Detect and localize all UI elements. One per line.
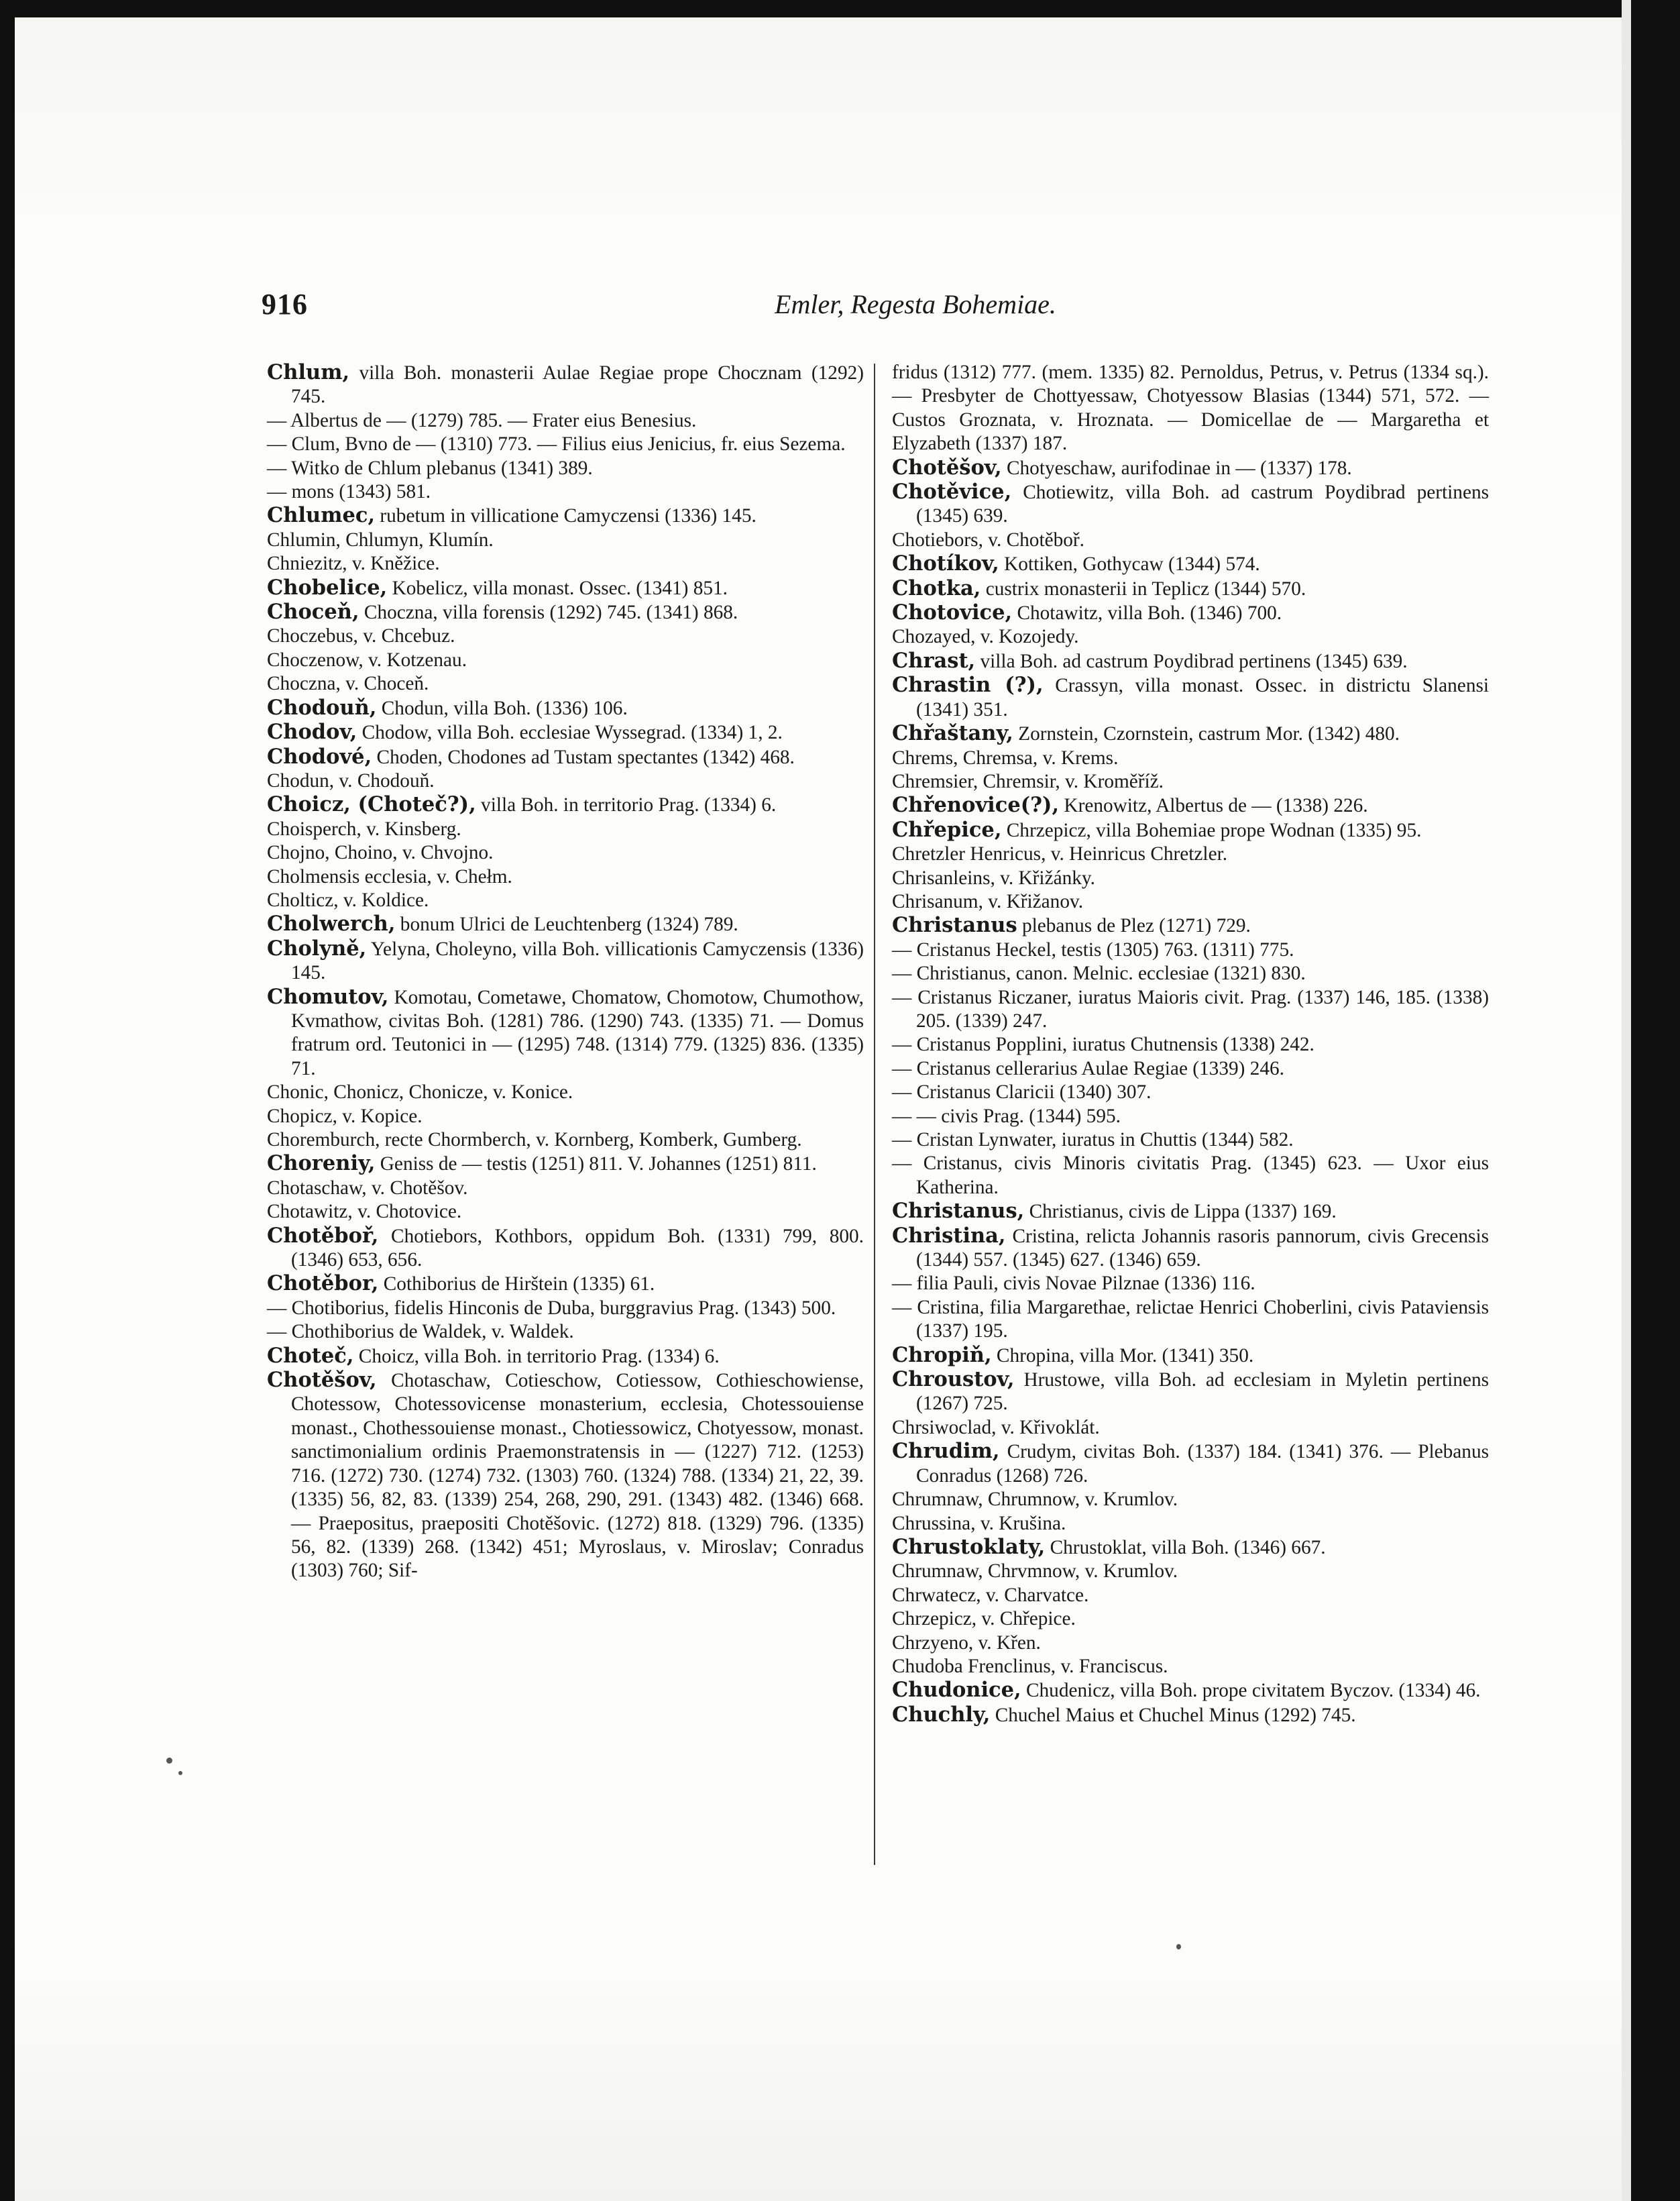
entry-text: — filia Pauli, civis Novae Pilznae (1336) 116. (892, 1273, 1255, 1295)
entry-headword: Choceň, (267, 600, 359, 625)
entry-text: — Cristanus cellerarius Aulae Regiae (1339) 246. (892, 1057, 1284, 1079)
index-entry (267, 696, 864, 720)
entry-headword: Chlum, (267, 360, 350, 384)
index-entry (267, 865, 864, 889)
index-entry (892, 986, 1489, 1034)
entry-text: Chuchel Maius et Chuchel Minus (1292) 745. (990, 1704, 1356, 1726)
entry-text: Chrussina, v. Krušina. (892, 1512, 1066, 1534)
index-entry (267, 769, 864, 793)
entry-text: — Chothiborius de Waldek, v. Waldek. (267, 1321, 574, 1343)
entry-text: Crudym, civitas Boh. (1337) 184. (1341) 376. — Plebanus Conradus (1268) 726. (916, 1441, 1489, 1487)
index-entry (267, 552, 864, 576)
entry-text: Chlumin, Chlumyn, Klumín. (267, 529, 494, 551)
index-entry (892, 1440, 1489, 1488)
entry-text: Chonic, Chonicz, Chonicze, v. Konice. (267, 1081, 573, 1104)
index-entry (892, 361, 1489, 456)
entry-text: Choisperch, v. Kinsberg. (267, 818, 461, 840)
index-entry (892, 1081, 1489, 1104)
entry-text: — Clum, Bvno de — (1310) 773. — Filius eius Jenicius, fr. eius Sezema. (267, 433, 846, 455)
index-entry (892, 962, 1489, 985)
left-column (267, 361, 864, 1583)
index-entry (892, 722, 1489, 746)
index-entry (892, 1224, 1489, 1273)
entry-text: Chrustoklat, villa Boh. (1346) 667. (1045, 1536, 1326, 1558)
right-column (892, 361, 1489, 1727)
entry-text: fridus (1312) 777. (mem. 1335) 82. Pernoldus, Petrus, v. Petrus (1334 sq.). — Presbyter de Chottyessaw, Chotyessow Blasias (1344) 571, 572. — Custos Groznata, v. Hroznata. — Domicellae de — Margaretha et Elyzabeth (1337) 187. (892, 362, 1489, 455)
index-entry (267, 625, 864, 648)
scan-border-left (0, 0, 15, 2201)
index-entry (892, 1057, 1489, 1081)
entry-headword: Chotíkov, (892, 551, 999, 576)
index-entry (267, 1344, 864, 1368)
entry-text: villa Boh. monasterii Aulae Regiae prope Chocznam (1292) 745. (291, 362, 864, 408)
entry-headword: Chotěboř, (267, 1223, 379, 1248)
running-title: Emler, Regesta Bohemiae. (775, 289, 1056, 319)
entry-text: Chrsiwoclad, v. Křivoklát. (892, 1416, 1100, 1438)
index-entry (892, 625, 1489, 649)
index-entry (892, 1584, 1489, 1607)
entry-text: Choden, Chodones ad Tustam spectantes (1342) 468. (372, 746, 795, 768)
scan-speck (178, 1771, 182, 1775)
entry-text: plebanus de Plez (1271) 729. (1017, 915, 1251, 937)
index-entry (892, 1296, 1489, 1344)
entry-text: Zornstein, Czornstein, castrum Mor. (1342) 480. (1013, 723, 1400, 745)
entry-headword: Chotka, (892, 576, 981, 600)
entry-headword: Chrustoklaty, (892, 1534, 1046, 1559)
index-entry (267, 1177, 864, 1200)
entry-text: rubetum in villicatione Camyczensi (1336) 145. (375, 505, 757, 527)
index-entry (267, 1297, 864, 1320)
index-entry (267, 1272, 864, 1296)
entry-headword: Chudonice, (892, 1678, 1021, 1703)
index-entry (267, 1200, 864, 1224)
entry-headword: Choicz, (Choteč?), (267, 792, 476, 817)
entry-text: Chrzyeno, v. Křen. (892, 1631, 1041, 1654)
index-entry (267, 1320, 864, 1344)
index-entry (267, 912, 864, 936)
entry-text: villa Boh. ad castrum Poydibrad pertinens (1345) 639. (975, 650, 1408, 672)
entry-text: Chotiewitz, villa Boh. ad castrum Poydibrad pertinens (1345) 639. (916, 482, 1489, 527)
index-entry (892, 867, 1489, 890)
index-entry (267, 1081, 864, 1104)
index-entry (892, 480, 1489, 529)
index-entry (892, 770, 1489, 794)
entry-text: Choicz, villa Boh. in territorio Prag. (1334) 6. (353, 1345, 720, 1367)
entry-headword: Chotěšov, (892, 455, 1002, 480)
entry-headword: Chřenovice(?), (892, 793, 1060, 818)
index-entry (267, 720, 864, 745)
entry-text: Choczebus, v. Chcebuz. (267, 625, 455, 647)
index-entry (267, 504, 864, 528)
entry-headword: Chropiň, (892, 1342, 992, 1367)
entry-text: Chrumnaw, Chrvmnow, v. Krumlov. (892, 1560, 1178, 1582)
index-entry (892, 1152, 1489, 1199)
entry-text: Chretzler Henricus, v. Heinricus Chretzler. (892, 843, 1228, 865)
entry-text: Choczna, v. Choceň. (267, 673, 429, 695)
entry-text: — Witko de Chlum plebanus (1341) 389. (267, 457, 593, 479)
entry-text: — Cristanus Claricii (1340) 307. (892, 1081, 1152, 1104)
index-entry (892, 843, 1489, 866)
entry-text: Krenowitz, Albertus de — (1338) 226. (1059, 795, 1368, 817)
index-entry (267, 937, 864, 985)
entry-text: Chotawitz, v. Chotovice. (267, 1201, 462, 1223)
index-entry (892, 1536, 1489, 1560)
entry-headword: Chotěbor, (267, 1271, 379, 1296)
entry-text: — Christianus, canon. Melnic. ecclesiae (1321) 830. (892, 963, 1306, 985)
entry-text: Choremburch, recte Chormberch, v. Kornberg, Komberk, Gumberg. (267, 1129, 802, 1150)
entry-text: Chniezitz, v. Kněžice. (267, 553, 440, 575)
index-entry (267, 793, 864, 817)
index-entry (267, 1152, 864, 1176)
entry-text: — — civis Prag. (1344) 595. (892, 1105, 1121, 1127)
entry-headword: Christanus, (892, 1199, 1025, 1224)
entry-text: Choczna, villa forensis (1292) 745. (1341) 868. (359, 602, 738, 624)
entry-headword: Choteč, (267, 1343, 354, 1368)
entry-text: Chotawitz, villa Boh. (1346) 700. (1012, 602, 1282, 625)
index-entry (892, 1368, 1489, 1416)
index-entry (892, 890, 1489, 914)
index-entry (892, 938, 1489, 962)
entry-text: Chotyeschaw, aurifodinae in — (1337) 178. (1001, 457, 1352, 479)
entry-text: Cholticz, v. Koldice. (267, 889, 429, 911)
entry-text: Komotau, Cometawe, Chomatow, Chomotow, Chumothow, Kvmathow, civitas Boh. (1281) 786. (1290) 743. (1335) 71. — Domus fratrum ord. Teutonici in — (1295) 748. (1314) 779. (1325) 836. (1335) 71. (291, 986, 864, 1079)
entry-headword: Chotěvice, (892, 480, 1012, 504)
entry-headword: Chřepice, (892, 817, 1002, 842)
index-entry (267, 818, 864, 841)
entry-text: Chotiebors, v. Chotěboř. (892, 529, 1084, 551)
entry-text: Chrzepicz, villa Bohemiae prope Wodnan (1335) 95. (1001, 819, 1422, 841)
entry-text: Chrumnaw, Chrumnow, v. Krumlov. (892, 1489, 1178, 1511)
entry-text: Chropina, villa Mor. (1341) 350. (991, 1344, 1254, 1366)
entry-text: Chojno, Choino, v. Chvojno. (267, 842, 494, 864)
entry-text: Chotaschaw, Cotieschow, Cotiessow, Cothieschowiense, Chotessow, Chotessovicense monasterium, ecclesia, Chotessouiense monast., Chothessouiense monast., Chotiessowicz, Chotyessow, monast. sanctimonialium ordinis Praemonstratensis in — (1227) 712. (1253) 716. (1272) 730. (1274) 732. (1303) 760. (1324) 788. (1334) 21, 22, 39. (1335) 56, 82, 83. (1339) 254, 268, 290, 291. (1343) 482. (1346) 668. — Praepositus, praepositi Chotěšovic. (1272) 818. (1329) 796. (1335) 56, 82. (1339) 268. (1342) 451; Myroslaus, v. Miroslav; Conradus (1303) 760; Sif- (291, 1370, 864, 1582)
index-entry (892, 601, 1489, 625)
entry-text: Yelyna, Choleyno, villa Boh. villicationis Camyczensis (1336) 145. (291, 938, 864, 984)
index-entry (892, 1128, 1489, 1152)
index-entry (892, 914, 1489, 938)
entry-text: Chodun, v. Chodouň. (267, 769, 435, 792)
index-entry (267, 433, 864, 456)
index-entry (267, 361, 864, 409)
index-entry (892, 794, 1489, 818)
entry-text: Chrwatecz, v. Charvatce. (892, 1584, 1089, 1606)
entry-text: Christianus, civis de Lippa (1337) 169. (1024, 1201, 1337, 1223)
index-entry (892, 1416, 1489, 1440)
entry-text: Chopicz, v. Kopice. (267, 1105, 423, 1127)
entry-headword: Chrastin (?), (892, 673, 1044, 698)
index-entry (892, 1488, 1489, 1511)
entry-headword: Chrast, (892, 648, 976, 673)
index-entry (267, 409, 864, 433)
entry-text: Cothiborius de Hirštein (1335) 61. (378, 1273, 655, 1295)
entry-text: — Chotiborius, fidelis Hinconis de Duba, burggravius Prag. (1343) 500. (267, 1297, 836, 1319)
entry-text: Chrems, Chremsa, v. Krems. (892, 747, 1119, 769)
index-entry (892, 552, 1489, 576)
entry-text: Geniss de — testis (1251) 811. V. Johannes (1251) 811. (375, 1153, 817, 1175)
index-entry (267, 1105, 864, 1128)
entry-headword: Chobelice, (267, 575, 388, 600)
index-entry (267, 889, 864, 912)
index-entry (267, 480, 864, 504)
entry-text: Chudoba Frenclinus, v. Franciscus. (892, 1655, 1168, 1677)
entry-headword: Chomutov, (267, 984, 389, 1009)
index-entry (267, 672, 864, 696)
index-entry (892, 649, 1489, 674)
scan-border-top (0, 0, 1680, 17)
index-entry (267, 457, 864, 480)
entry-text: — Cristanus Heckel, testis (1305) 763. (1311) 775. (892, 938, 1294, 961)
entry-text: — Cristanus Popplini, iuratus Chutnensis (1338) 242. (892, 1034, 1314, 1056)
index-entry (267, 576, 864, 600)
scan-gutter-right (1622, 0, 1631, 2201)
entry-text: — Cristanus Riczaner, iuratus Maioris civit. Prag. (1337) 146, 185. (1338) 205. (1339) 247. (892, 986, 1489, 1032)
index-entry (892, 1655, 1489, 1678)
entry-text: Cholmensis ecclesia, v. Chełm. (267, 865, 512, 888)
entry-text: villa Boh. in territorio Prag. (1334) 6. (475, 794, 777, 816)
entry-headword: Chodouň, (267, 695, 377, 720)
entry-text: Chrisanleins, v. Křižánky. (892, 867, 1095, 889)
index-entry (892, 1105, 1489, 1128)
entry-text: — Cristina, filia Margarethae, relictae Henrici Choberlini, civis Pataviensis (1337) 195. (892, 1296, 1489, 1342)
scan-speck (1176, 1944, 1181, 1949)
index-entry (267, 649, 864, 672)
entry-text: custrix monasterii in Teplicz (1344) 570. (981, 578, 1306, 600)
scan-border-right (1631, 0, 1680, 2201)
entry-headword: Chlumec, (267, 503, 376, 528)
entry-headword: Cholyně, (267, 936, 367, 961)
entry-text: Chozayed, v. Kozojedy. (892, 626, 1079, 648)
index-entry (892, 747, 1489, 770)
entry-text: Cristina, relicta Johannis rasoris pannorum, civis Grecensis (1344) 557. (1345) 627. (1346) 659. (916, 1225, 1489, 1271)
index-entry (892, 1607, 1489, 1631)
entry-headword: Christina, (892, 1223, 1006, 1248)
entry-text: — Albertus de — (1279) 785. — Frater eius Benesius. (267, 409, 697, 431)
index-entry (892, 1631, 1489, 1655)
entry-text: Choczenow, v. Kotzenau. (267, 649, 467, 671)
entry-headword: Cholwerch, (267, 912, 396, 936)
entry-text: Chrisanum, v. Křižanov. (892, 890, 1084, 912)
entry-headword: Choreniy, (267, 1151, 376, 1176)
entry-text: Chremsier, Chremsir, v. Kroměříž. (892, 770, 1164, 792)
entry-text: Hrustowe, villa Boh. ad ecclesiam in Myletin pertinens (1267) 725. (916, 1369, 1489, 1415)
index-entry (267, 529, 864, 552)
page-number: 916 (262, 288, 308, 321)
entry-headword: Chuchly, (892, 1702, 991, 1727)
index-entry (892, 674, 1489, 722)
entry-text: Kottiken, Gothycaw (1344) 574. (999, 553, 1260, 576)
entry-headword: Christanus (892, 913, 1017, 938)
entry-text: Chudenicz, villa Boh. prope civitatem Byczov. (1334) 46. (1021, 1680, 1481, 1702)
entry-text: Chrzepicz, v. Chřepice. (892, 1608, 1076, 1630)
index-entry (267, 745, 864, 769)
scan-speck (166, 1758, 172, 1764)
index-entry (892, 1344, 1489, 1368)
page-header (262, 287, 1569, 327)
entry-text: Chodow, villa Boh. ecclesiae Wyssegrad. (1334) 1, 2. (357, 722, 783, 744)
index-entry (892, 818, 1489, 843)
index-entry (892, 1703, 1489, 1727)
entry-text: — mons (1343) 581. (267, 481, 431, 503)
index-entry (892, 1199, 1489, 1224)
index-entry (892, 529, 1489, 552)
entry-headword: Chřaštany, (892, 721, 1013, 746)
entry-text: Crassyn, villa monast. Ossec. in districtu Slanensi (1341) 351. (916, 675, 1490, 720)
index-entry (892, 456, 1489, 480)
index-entry (267, 1368, 864, 1583)
index-entry (892, 1560, 1489, 1583)
index-entry (267, 841, 864, 865)
index-entry (267, 1128, 864, 1152)
index-entry (892, 1272, 1489, 1295)
entry-headword: Chodov, (267, 720, 357, 745)
index-entry (892, 1033, 1489, 1057)
entry-text: Chotaschaw, v. Chotěšov. (267, 1177, 468, 1199)
column-divider (874, 364, 875, 1865)
entry-headword: Chotěšov, (267, 1368, 377, 1393)
entry-text: bonum Ulrici de Leuchtenberg (1324) 789. (395, 914, 738, 936)
entry-text: Chodun, villa Boh. (1336) 106. (376, 697, 628, 719)
entry-text: — Cristan Lynwater, iuratus in Chuttis (1344) 582. (892, 1129, 1294, 1150)
entry-headword: Chotovice, (892, 600, 1013, 625)
entry-headword: Chodové, (267, 744, 372, 769)
index-entry (267, 1224, 864, 1273)
entry-text: — Cristanus, civis Minoris civitatis Prag. (1345) 623. — Uxor eius Katherina. (892, 1152, 1489, 1198)
entry-headword: Chroustov, (892, 1367, 1015, 1392)
index-entry (267, 985, 864, 1081)
index-entry (892, 1678, 1489, 1703)
index-entry (892, 577, 1489, 601)
entry-headword: Chrudim, (892, 1439, 1000, 1464)
entry-text: Kobelicz, villa monast. Ossec. (1341) 851. (387, 577, 728, 599)
index-entry (892, 1512, 1489, 1536)
index-entry (267, 600, 864, 625)
entry-text: Chotiebors, Kothbors, oppidum Boh. (1331) 799, 800. (1346) 653, 656. (291, 1225, 864, 1271)
